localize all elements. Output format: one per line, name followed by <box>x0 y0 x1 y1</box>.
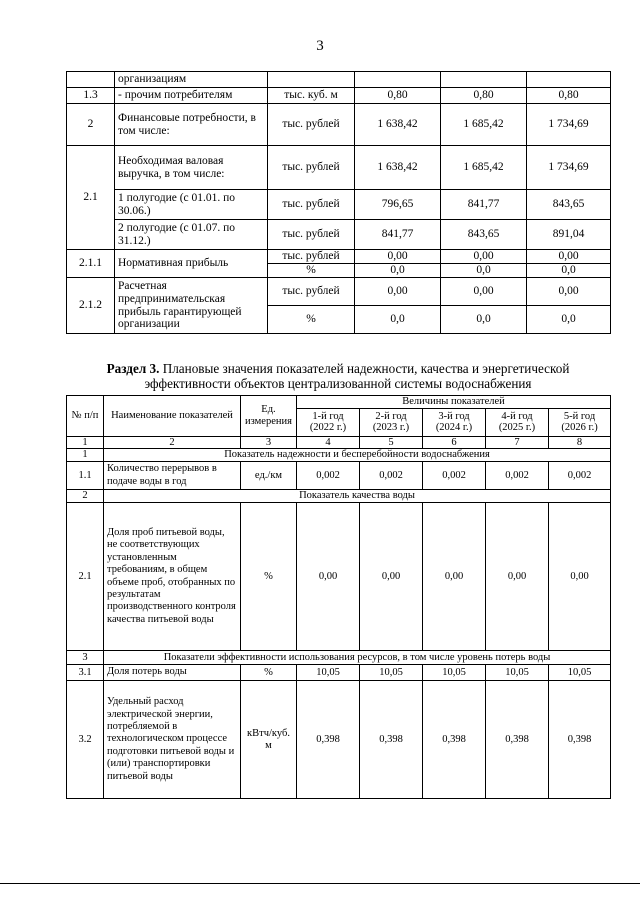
row-value-4: 0,002 <box>486 462 549 490</box>
row-value-5: 10,05 <box>549 665 611 681</box>
row-value-2: 843,65 <box>441 220 527 250</box>
row-value-1: 0,0 <box>355 264 441 278</box>
row-number: 2.1 <box>67 146 115 250</box>
row-number: 3.1 <box>67 665 104 681</box>
row-unit: тыс. рублей <box>268 190 355 220</box>
col-number: 8 <box>549 436 611 449</box>
row-value-3: 0,80 <box>527 88 611 104</box>
row-name: Расчетная предпринимательская прибыль гарантирующей организации <box>115 278 268 334</box>
row-unit: тыс. рублей <box>268 250 355 264</box>
row-value-2: 1 685,42 <box>441 104 527 146</box>
row-value-3: 0,0 <box>527 306 611 334</box>
section-3-heading <box>66 362 610 392</box>
row-value-4: 10,05 <box>486 665 549 681</box>
row-name: Финансовые потребности, в том числе: <box>115 104 268 146</box>
row-value-2 <box>441 72 527 88</box>
header-year-5: 5-й год (2026 г.) <box>549 408 611 436</box>
row-value-1: 0,80 <box>355 88 441 104</box>
row-value-3: 0,00 <box>527 250 611 264</box>
group-title: Показатели эффективности использования ресурсов, в том числе уровень потерь воды <box>104 651 611 665</box>
row-number: 2 <box>67 104 115 146</box>
row-unit: % <box>241 665 297 681</box>
row-value-1: 1 638,42 <box>355 146 441 190</box>
row-value-1: 0,398 <box>297 681 360 799</box>
row-value-1 <box>355 72 441 88</box>
column-numbers-row <box>67 436 611 449</box>
table-row <box>67 278 611 306</box>
header-year-4: 4-й год (2025 г.) <box>486 408 549 436</box>
row-name: - прочим потребителям <box>115 88 268 104</box>
header-row <box>67 396 611 409</box>
row-unit: % <box>241 503 297 651</box>
row-value-5: 0,00 <box>549 503 611 651</box>
row-unit: тыс. рублей <box>268 220 355 250</box>
row-number <box>67 72 115 88</box>
group-row <box>67 651 611 665</box>
row-value-2: 0,0 <box>441 264 527 278</box>
row-value-3: 10,05 <box>423 665 486 681</box>
row-value-4: 0,00 <box>486 503 549 651</box>
row-value-3: 0,00 <box>527 278 611 306</box>
row-value-1: 796,65 <box>355 190 441 220</box>
row-value-3: 891,04 <box>527 220 611 250</box>
row-unit <box>268 72 355 88</box>
row-value-2: 0,00 <box>360 503 423 651</box>
group-row <box>67 449 611 462</box>
row-number: 2.1.1 <box>67 250 115 278</box>
table-row <box>67 250 611 264</box>
row-value-2: 0,398 <box>360 681 423 799</box>
row-value-3: 0,002 <box>423 462 486 490</box>
col-number: 2 <box>104 436 241 449</box>
row-name: Нормативная прибыль <box>115 250 268 278</box>
group-number: 1 <box>67 449 104 462</box>
row-value-1: 841,77 <box>355 220 441 250</box>
row-number: 3.2 <box>67 681 104 799</box>
table-row <box>67 88 611 104</box>
header-unit: Ед. измерения <box>241 396 297 437</box>
row-unit: ед./км <box>241 462 297 490</box>
row-value-2: 0,00 <box>441 250 527 264</box>
row-name: Доля потерь воды <box>104 665 241 681</box>
group-title: Показатель надежности и бесперебойности водоснабжения <box>104 449 611 462</box>
row-value-4: 0,398 <box>486 681 549 799</box>
row-unit: тыс. рублей <box>268 278 355 306</box>
section-label: Раздел 3. <box>106 361 160 376</box>
row-unit: тыс. рублей <box>268 104 355 146</box>
table-row <box>67 665 611 681</box>
header-num: № п/п <box>67 396 104 437</box>
table-row <box>67 72 611 88</box>
col-number: 4 <box>297 436 360 449</box>
table-row <box>67 681 611 799</box>
row-number: 2.1 <box>67 503 104 651</box>
row-value-2: 0,0 <box>441 306 527 334</box>
row-value-3: 1 734,69 <box>527 146 611 190</box>
group-number: 2 <box>67 490 104 503</box>
group-title: Показатель качества воды <box>104 490 611 503</box>
row-unit: % <box>268 306 355 334</box>
row-name: 1 полугодие (с 01.01. по 30.06.) <box>115 190 268 220</box>
page-number: 3 <box>316 38 324 54</box>
row-value-3: 843,65 <box>527 190 611 220</box>
col-number: 1 <box>67 436 104 449</box>
row-name: Доля проб питьевой воды, не соответствующих установленным требованиям, в общем объеме проб, отобранных по результатам производственного контроля качества питьевой воды <box>104 503 241 651</box>
row-value-1: 0,0 <box>355 306 441 334</box>
row-unit: % <box>268 264 355 278</box>
row-unit: тыс. рублей <box>268 146 355 190</box>
page-bottom-rule <box>0 883 640 884</box>
row-unit: тыс. куб. м <box>268 88 355 104</box>
table-row <box>67 462 611 490</box>
row-value-3: 0,398 <box>423 681 486 799</box>
row-name: Удельный расход электрической энергии, потребляемой в технологическом процессе подготовки питьевой воды и (или) транспортировки питьевой воды <box>104 681 241 799</box>
row-value-2: 1 685,42 <box>441 146 527 190</box>
row-value-1: 0,00 <box>355 250 441 264</box>
table-row <box>67 104 611 146</box>
table-row <box>67 190 611 220</box>
table-row <box>67 220 611 250</box>
row-value-1: 10,05 <box>297 665 360 681</box>
header-year-3: 3-й год (2024 г.) <box>423 408 486 436</box>
row-value-1: 0,00 <box>355 278 441 306</box>
row-value-2: 841,77 <box>441 190 527 220</box>
row-number: 1.1 <box>67 462 104 490</box>
col-number: 6 <box>423 436 486 449</box>
row-name: Необходимая валовая выручка, в том числе: <box>115 146 268 190</box>
header-values: Величины показателей <box>297 396 611 409</box>
row-value-3: 0,00 <box>423 503 486 651</box>
col-number: 7 <box>486 436 549 449</box>
financial-table <box>66 71 611 334</box>
row-value-2: 0,002 <box>360 462 423 490</box>
row-value-2: 0,80 <box>441 88 527 104</box>
group-row <box>67 490 611 503</box>
row-value-1: 0,00 <box>297 503 360 651</box>
col-number: 5 <box>360 436 423 449</box>
indicators-table <box>66 395 611 799</box>
row-value-2: 0,00 <box>441 278 527 306</box>
row-value-2: 10,05 <box>360 665 423 681</box>
col-number: 3 <box>241 436 297 449</box>
row-value-1: 1 638,42 <box>355 104 441 146</box>
row-value-3 <box>527 72 611 88</box>
row-value-5: 0,398 <box>549 681 611 799</box>
row-name: Количество перерывов в подаче воды в год <box>104 462 241 490</box>
row-number: 2.1.2 <box>67 278 115 334</box>
table-row <box>67 503 611 651</box>
header-year-2: 2-й год (2023 г.) <box>360 408 423 436</box>
row-name: 2 полугодие (с 01.07. по 31.12.) <box>115 220 268 250</box>
table-row <box>67 146 611 190</box>
row-name: организациям <box>115 72 268 88</box>
header-year-1: 1-й год (2022 г.) <box>297 408 360 436</box>
group-number: 3 <box>67 651 104 665</box>
row-number: 1.3 <box>67 88 115 104</box>
row-value-3: 1 734,69 <box>527 104 611 146</box>
row-unit: кВтч/куб. м <box>241 681 297 799</box>
section-title: Плановые значения показателей надежности, качества и энергетической эффективности объектов централизованной системы водоснабжения <box>144 361 570 391</box>
header-name: Наименование показателей <box>104 396 241 437</box>
row-value-3: 0,0 <box>527 264 611 278</box>
row-value-5: 0,002 <box>549 462 611 490</box>
row-value-1: 0,002 <box>297 462 360 490</box>
